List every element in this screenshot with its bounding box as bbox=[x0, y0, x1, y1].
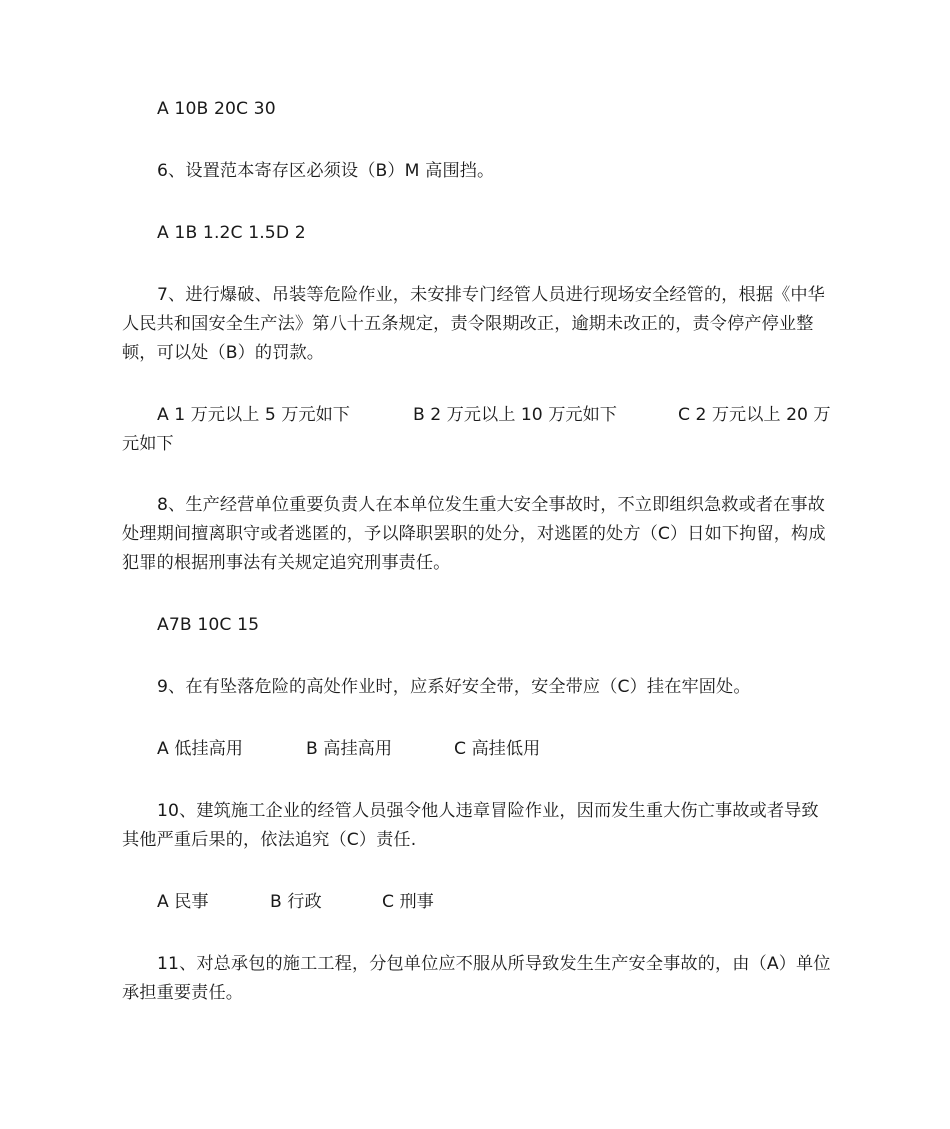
q7-option-a: A 1 万元以上 5 万元如下 bbox=[157, 405, 350, 425]
q9-option-a: A 低挂高用 bbox=[157, 739, 243, 759]
q5-options: A 10B 20C 30 bbox=[157, 99, 276, 119]
q9-option-c: C 高挂低用 bbox=[454, 739, 541, 759]
q10-option-a: A 民事 bbox=[157, 892, 209, 912]
q11-question: 11、对总承包的施工工程，分包单位应不服从所导致发生生产安全事故的，由（A）单位承担重要责任。 bbox=[122, 954, 831, 1003]
q7-option-c: C 2 万元以上 20 万 bbox=[678, 405, 831, 425]
q9-option-b: B 高挂高用 bbox=[306, 739, 393, 759]
q7-question: 7、进行爆破、吊装等危险作业，未安排专门经管人员进行现场安全经管的，根据《中华人民共和国安全生产法》第八十五条规定，责令限期改正，逾期未改正的，责令停产停业整顿，可以处（B）的罚款。 bbox=[122, 285, 825, 363]
q10-option-b: B 行政 bbox=[270, 892, 322, 912]
q10-option-c: C 刑事 bbox=[382, 892, 434, 912]
q8-options: A7B 10C 15 bbox=[157, 615, 260, 635]
q8-question: 8、生产经营单位重要负责人在本单位发生重大安全事故时，不立即组织急救或者在事故处理期间擅离职守或者逃匿的，予以降职罢职的处分，对逃匿的处方（C）日如下拘留，构成犯罪的根据刑事法有关规定追究刑事责任。 bbox=[122, 495, 826, 573]
q6-question: 6、设置范本寄存区必须设（B）M 高围挡。 bbox=[157, 161, 495, 181]
q6-options: A 1B 1.2C 1.5D 2 bbox=[157, 223, 306, 243]
q10-question: 10、建筑施工企业的经管人员强令他人违章冒险作业，因而发生重大伤亡事故或者导致其他严重后果的，依法追究（C）责任. bbox=[122, 801, 819, 850]
q7-option-b: B 2 万元以上 10 万元如下 bbox=[413, 405, 617, 425]
q9-question: 9、在有坠落危险的高处作业时，应系好安全带，安全带应（C）挂在牢固处。 bbox=[157, 677, 751, 697]
q7-option-c-continued: 元如下 bbox=[122, 434, 174, 454]
